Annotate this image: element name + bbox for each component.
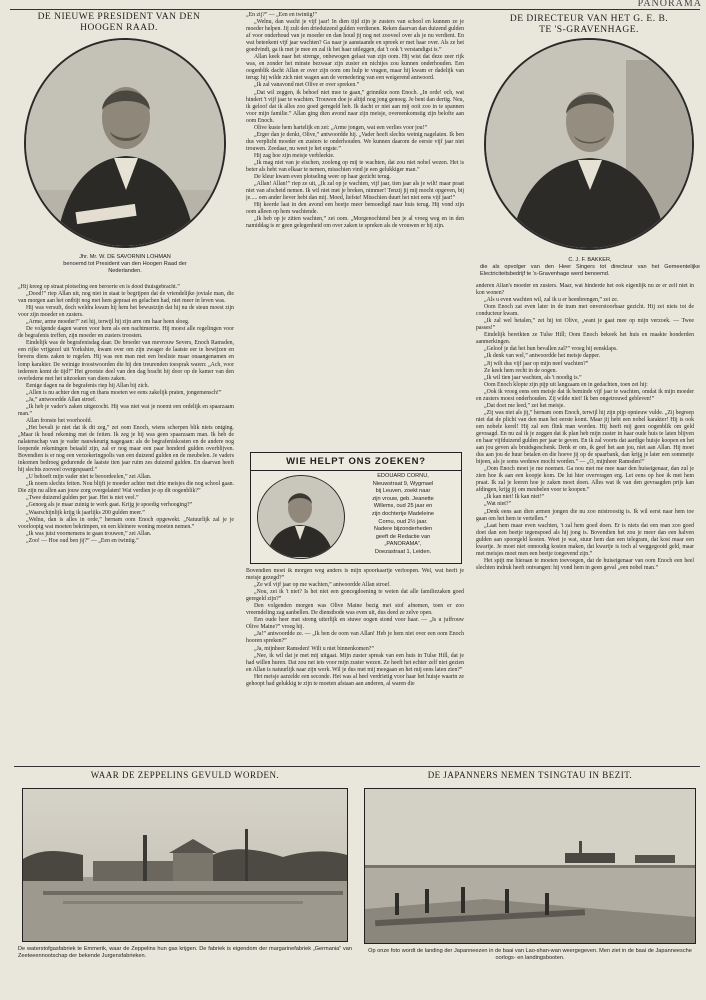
story-paragraph: Eindelijk bereikten ze Tulse Hill; Oom Enoch bekeek het huis en maakte honderden aanmerkingen. (476, 332, 694, 346)
search-line: EDOUARD CORNU, (377, 473, 429, 479)
bottom-section-rule (14, 766, 700, 767)
search-line: geeft de Redactie van (375, 533, 431, 540)
story-column-3 (476, 283, 694, 763)
story-paragraph: „Nou, zei ik 't niet? Is het niet een goncegdoening te weten dat alle familiezaken goed geregeld zijn?” (246, 589, 464, 603)
story-paragraph: „Welnu, dan is alles in orde,” hernam oom Enoch opgewekt. „Natuurlijk zal je je voorloopig wat moeten bekrimpen, en een kleinere woning moeten nemen.” (18, 516, 234, 530)
cornu-portrait-drawing (258, 476, 343, 557)
search-notice-box (250, 452, 462, 564)
story-paragraph: Het spijt me hieraan te moeten toevoegen, dat de huiseigenaar van oom Enoch een heel slechten indruk heeft ontvangen: hij vond hem in geen geval „een nobel man.” (476, 557, 694, 571)
story-column-1 (18, 284, 234, 762)
search-line: zijn vrouw, geb. Jeanette (372, 495, 434, 502)
tsingtau-landing-photo (364, 788, 696, 944)
story-paragraph: „Zoo! — Hoe oud ben jij?” — „Een en twintig.” (26, 537, 139, 544)
story-paragraph: „Dat doet me leed,” zei het meisje. (484, 402, 565, 409)
story-column-2 (246, 12, 464, 448)
search-line: „PANORAMA”, (384, 541, 422, 548)
search-line: Doezastraat 1, Leiden. (374, 548, 432, 555)
story-paragraph: De volgende dagen waren voor hem als een nachtmerrie. Hij moest alle regelingen voor de begrafenis treffen, zijn moeder en zusters troosten. (18, 326, 234, 340)
story-paragraph: „Wat niet?” (484, 501, 512, 508)
story-paragraph: „Dood!” riep Allan uit, nog niet in staat te begrijpen dat de vriendelijke joviale man, die van morgen aan het ontbijt nog met hem gepraat en gelachen had, niet meer in leven was. (18, 291, 234, 305)
story-paragraph: „Erger dan je denkt, Olive,” antwoordde hij. „Vader heeft slechts weinig nagelaten. Ik ben dus verplicht moeder en zusters te onderhouden. We kunnen daarom de eerste vijf jaar niet trouwen. Zeedaar, nu weet je het ergste.” (246, 131, 464, 152)
story-paragraph: „Ik heb op je zitten wachten,” zei oom. „Morgenochtend ben je al vroeg weg en in den namiddag is er geen gelegenheid om over zaken te spreken als de vrouwen er bij zijn. (246, 216, 464, 230)
story-paragraph: „Ik wil tien jaar wachten, als 't noodig is.” (484, 374, 582, 381)
story-paragraph: „Jij wilt dus vijf jaar op mijn neef wachten?” (484, 360, 589, 367)
story-paragraph: „Hij kreeg op straat plotseling een beroerte en is dood thuisgebracht.” (18, 284, 180, 290)
story-paragraph: Een oude heer met streng uiterlijk en stuwe oogen stond voor haar. — „Is u juffrouw Olive Maine?” vroeg hij. (246, 617, 464, 631)
story-paragraph: De kleur kwam even plotseling weer op haar gezicht terug. (254, 174, 391, 181)
story-column-2-continued (246, 568, 464, 764)
story-paragraph: „Waarschijnlijk krijg ik jaarlijks 200 gulden meer.” (26, 509, 145, 516)
lohman-caption-line3: Nederlanden. (108, 268, 142, 274)
lohman-caption (18, 254, 232, 275)
search-line: zijn dochtertje Madeleine (372, 510, 434, 517)
right-portrait-heading (478, 14, 700, 36)
right-heading-line2: TE 'S-GRAVENHAGE. (539, 25, 639, 35)
story-paragraph: „Zij was niet als jij,” hernam oom Enoch, terwijl hij zijn pijp opnieuw vulde. „Zij begreep niet dat de plicht van den man het eerste komt. Maar jij hebt een nobel karakter! Hij is ook een nobele kerel! Hij zal een flink man worden. Hij heeft mij geen oogenblik om geld gevraagd. En nu zal ik je zeggen dat ik plan heb mijn zuster in haar oude huis te laten blijven en haar vijfduizend gulden per jaar te geven. En ik zal voorts dat aardige huisje koopen en het aan jou geven als bruidsgeschenk. Denk er om, ik geef het aan jou, niet aan Allan. Hij moet dus aan jou de huur betalen en die hoeve jij op de spaarbank, dan krijg je later een sommetje bijeen, als je soms weduwe mocht worden.” — „O, mijnheer Ramsden!” (476, 409, 694, 466)
lohman-caption-line2: benoemd tot President van den Hoogen Raad der (63, 261, 187, 267)
story-paragraph: Eenige dagen na de begrafenis riep hij Allan bij zich. (26, 382, 149, 389)
cornu-portrait (257, 475, 345, 559)
left-heading-line2: HOOGEN RAAD. (80, 23, 158, 33)
story-paragraph: „Oom Enoch moet je me noemen. Ga nou met me mee naar den huiseigenaar, dan zul je zien hoe ik aan een koopje kom. De lui hier overvragen erg. Let eens op hoe ik met hem praat. Ik zal je leeren hoe je zaken moet doen. Alles wat ik van den gevraagden prijs kan afdingen, krijg jij om meubelen voor te koopen.” (476, 466, 694, 494)
story-paragraph: „Dat wil zeggen, ik behoef niet mee te gaan,” grinnikte oom Enoch. „In orde! och, wat hindert 't vijf jaar te wachten. Trouwen doe je altijd nog jong genoeg. Je bent dan dertig. Neu, ik geloof dat ik alles zoo goed geregeld heb. Ik dacht er niet aan mij ooit zoo in te spannen voor mijn familie.” Allan ging dien avond naar zijn meisje, overeenkomstig zijn belofte aan oom Enoch. (246, 89, 464, 124)
story-paragraph: „Twee duizend gulden per jaar. Het is niet veel.” (26, 495, 139, 502)
left-portrait-heading (14, 12, 224, 34)
zeppelin-factory-drawing (23, 789, 347, 941)
story-paragraph: „Laat hem maar even wachten, 't zal hem goed doen. Er is niets dat een man zoo goed doet dan een beetje tegenspoed als hij jong is. Bovendien het zou je meer dan een halven gulden aan spoorgeld kosten. Weet je wat, stuur hem dan een telegram, dat kost maar een kwartje. Je moet niet onnoodig kosten maken, dat kwartje is toch al weggegooid geld, maar met meisjes moet men een beetje toegevend zijn.” (476, 522, 694, 557)
search-line: Cornu, oud 2½ jaar. (378, 518, 428, 525)
tsingtau-photo-heading: DE JAPANNERS NEMEN TSINGTAU IN BEZIT. (427, 770, 633, 780)
story-paragraph: „Allen is nu achter den rug en thans moeten we eens zakelijk praten, jongemensch!” (26, 389, 222, 396)
story-paragraph: „Arme, arme moeder!” zei hij, terwijl hij zijn arm om haar heen sloeg. (26, 319, 190, 326)
search-notice-title: WIE HELPT ONS ZOEKEN? (251, 453, 461, 471)
story-paragraph: Eindelijk was de begrafenisdag daar. De broeder van mevrouw Severs, Enoch Ramsden, een rijke vrijgezel uit Yorkshire, kwam over om zijn zwager de laatste eer te bewijzen en bevens diens zaken te regelen. Hij was een man met een besliste maar onaangenamen en lomp karakter. De weinige troostwoorden die hij den treurenden toesprak waren: „Ach, voor iedereen komt de tijd!” Het grootste deel van den dag bracht hij door op de kamer van den overledene met het uitzoeken van diens zaken. (18, 340, 234, 382)
story-paragraph: „Ook ik vroeg eens een meisje dat ik beminde vijf jaar te wachten, omdat ik mijn moeder en zusters moest onderhouden. Zij wilde niet! Ik ben ongetrouwd gebleven!” (476, 388, 694, 402)
story-paragraph: Hij zag hoe zijn meisje verbleekte. (254, 152, 335, 159)
story-paragraph: „Ja, mijnheer Ramsden! Wilt u niet binnenkomen?” (254, 645, 374, 652)
bakker-portrait-drawing (486, 40, 692, 248)
story-paragraph: „Ik was juist voornemens te gaan trouwen,” zei Allan. (26, 530, 152, 537)
tsingtau-landing-drawing (365, 789, 695, 943)
search-notice-text (349, 473, 457, 557)
left-heading-line1: DE NIEUWE PRESIDENT VAN DEN (37, 12, 201, 22)
search-line: Nieuwstraat 9, Wygmael (372, 480, 434, 487)
story-paragraph: Olive kuste hem hartelijk en zei: „Arme jongen, wat een verlies voor jou!” (254, 124, 428, 131)
bakker-portrait (484, 38, 694, 250)
story-paragraph: Den volgenden morgen was Olive Maine bezig met stof afnemen, toen er zoo vreemdeling zag aanbellen. De dienstbode was even uit, dus deed ze zelve open. (246, 603, 464, 617)
masthead: PANORAMA (637, 0, 702, 9)
zeppelin-photo-caption: De waterstofgasfabriek te Emmerik, waar de Zeppelins hun gas krijgen. De fabriek is eigendom der margarinefabriek „Germania” van Zeeteeennootschap der bekende Jurgensfabrieken. (18, 946, 352, 959)
story-paragraph: „Ja,” antwoordde Allan stroef. (26, 396, 97, 403)
story-paragraph: Ze keek hem recht in de oogen. (484, 367, 557, 374)
search-line: Willems, oud 25 jaar en (373, 503, 433, 510)
story-paragraph: Oom Enoch zat even later in de tram met onverstoorbaar gezicht. Hij zei niets tot de conducteur kwam. (476, 304, 694, 318)
story-paragraph: „Geloof je dat het hun bevallen zal?” vroeg hij eensklaps. (484, 346, 618, 353)
story-paragraph: Het meisje aarzelde een seconde. Het was al heel verdrietig voor haar het huisje waarin ze gehoopt had gelukkig te zijn te moeten afstaan aan anderen, al waren die (246, 673, 464, 687)
story-paragraph: „Ik zal wel betalen,” zei hij tot Olive, „want je gaat mee op mijn verzoek. — Twee passes!” (476, 318, 694, 332)
story-paragraph: „Ja!” antwoordde ze. — „Ik ben de oom van Allan! Heb je hem niet over een oom Enoch hooren spreken?” (246, 631, 464, 645)
story-paragraph: „U behoeft mijn vader niet te beoordeelen,” zei Allan. (26, 474, 152, 481)
bakker-caption (480, 257, 700, 278)
bakker-caption-line2: die als opvolger van den Heer Singers tot directeur van het Gemeentelijke Electriciteitsbedrijf te 's-Gravenhage werd benoemd. (480, 264, 700, 277)
story-paragraph: „Ik heb je vader's zaken uitgezocht. Hij was niet wat je noemt een ordelijk en spaarzaam man.” (18, 403, 234, 417)
story-paragraph: „Ik zal vanavond met Olive er over spreken.” (254, 82, 360, 89)
story-paragraph: Bovendien moet ik morgen weg anders is mijn spoorkaartje verloopen. Wel, wat heeft je meisje gezegd?” (246, 568, 464, 582)
right-heading-line1: DE DIRECTEUR VAN HET G. E. B. (509, 14, 669, 24)
lohman-portrait-drawing (26, 40, 224, 246)
story-paragraph: Allan fronste het voorhoofd. (26, 417, 93, 424)
zeppelin-factory-photo (22, 788, 348, 942)
story-paragraph: „Ik mag niet van je eischen, zooleng op mij te wachten, dat zou niet nobel wezen. Het is beter als hebt van elkaar te nemen, misschien vind je een gelukkiger man.” (246, 159, 464, 174)
tsingtau-photo-caption: Op onze foto wordt de landing der Japanneezen in de baai van Lao-shan-wan weergegeven. Men ziet in de baai de Japanneesche oorlogs- en landingsbooten. (368, 948, 692, 961)
bakker-caption-name: C. J. F. BAKKER, (568, 257, 612, 263)
lohman-portrait (24, 38, 226, 248)
story-paragraph: Hij was versuft, doch weldra kwam hij hem het bewustzijn dat hij nu de steun moest zijn voor zijn moeder en zusters. (18, 305, 234, 319)
story-paragraph: „Ik denk van wel,” antwoordde het meisje dapper. (484, 353, 601, 360)
top-rule (10, 9, 700, 10)
story-paragraph: „En zij?” — „Een en twintig!” (246, 12, 317, 18)
story-paragraph: „Allan! Allan!” riep ze uit, „Ik zal op je wachten, vijf jaar, tien jaar als je wilt! maar praat niet van afscheid nemen. Ik wil niet met je breken, nimmer! Tenzij jij mij mocht opgeven, bij je..... een ander liever hebt dan mij. Moed, liefste! Misschien duurt het niet eens vijf jaar!” (246, 181, 464, 202)
search-line: bij Leuven, zoekt naar (375, 488, 431, 495)
story-paragraph: Oom Enoch klopte zijn pijp uit langzaam en in gedachten, toen zei hij: (484, 381, 648, 388)
lohman-caption-name: Jhr. Mr. W. DE SAVORNIN LOHMAN (79, 254, 171, 260)
story-paragraph: Allan keek naar het strenge, onbewogen gelaat van zijn oom. Hij wist dat deze zeer rijk was, en zonder het minste bezwaar zijn zuster en nichtjes zou kunnen onderhouden. Een oogenblik dacht Allan er over zijn oom om hulp te vragen, maar hij kwam er dadelijk van terug: hij wilde zich niet wagen aan de vernedering van een weigerend antwoord. (246, 54, 464, 82)
story-paragraph: „Ik noem slechts feiten. Nou blijft je moeder achter met drie meisjes die nog school gaan. Die zijn nu allen aan jouw zorg overgelaten! Wat verdien je op dit oogenblik?” (18, 481, 234, 495)
story-paragraph: „Nee, ik wil dat je met mij uitgaat. Mijn zuster spreak van een huis in Tulse Hill, dat je had willen huren. Dat zou net iets voor mijn zuster wezen. Ze heeft het echter zelf niet gezien en Allan is natuurlijk naar zijn werk. Wil je dus met mij meegaan en het mij eens laten zien?” (246, 652, 464, 673)
story-paragraph: „Als u even wachten wil, zal ik u er heenbrengen,” zei ze. (484, 297, 619, 304)
story-paragraph: „Denk eens aan dien armen jongen die nu zoo mistroostig is. Ik wil eerst naar hem toe gaan om het hem te vertellen.” (476, 508, 694, 522)
search-line: Nadere bijzonderheden (373, 526, 433, 533)
story-paragraph: anderen Allan's moeder en zusters. Maar, wat hinderde het ook eigenlijk nu ze er zelf niet in kon wonen? (476, 283, 694, 297)
zeppelin-photo-heading: WAAR DE ZEPPELINS GEVULD WORDEN. (90, 770, 280, 780)
story-paragraph: Hij keerde laat in den avond een beetje meer bemoedigd naar huis terug. Hij vond zijn oom alleen op hem wachtende. (246, 202, 464, 216)
story-paragraph: „Het bevalt je niet dat ik dit zeg,” zei oom Enoch, wiens scherpen blik niets ontging. „Maar ik houd rekening met de feiten. Ik zeg je hij was geen spaarzaam man. Ik heb de nalatenschap van je vader nauwkeurig nagegaan: als de begrafeniskosten en de andere nog loopende rekeningen betaald zijn, zal er nog maar een paar honderd gulden overblijven. Bovendien is er nog een verzekeringpolis van een duizend gulden en de meubelen. Je vaders inkomen bedroeg gedurende de laatste tien jaar ruim zes duizend gulden. En daarvan heeft hij slechts zooveel overgespaard.” (18, 424, 234, 474)
story-paragraph: „Welnu, dan wacht je vijf jaar! In dien tijd zijn je zusters van school en kunnen ze je moeder helpen. Jij zult den drieduizend gulden verdienen. Reken daarvan dan duizend gulden af voor onderhoud van je moeder en dan houd jij nog net zooveel over als je nu verdient. En wat beteekent vijf jaar wachten? Ga naar je aanstaande en spreek er met haar over. Als ze het goedvindt, ga ik met je mee en zal ik het haar uitleggen, dat 't ook 't verstandigst is.” (246, 19, 464, 54)
story-paragraph: „Genoeg als je maar zuinig te werk gaat. Krijg je spoedig verhooging?” (26, 502, 193, 509)
story-paragraph: „Ik kan niet! Ik kan niet!” (484, 494, 545, 501)
story-paragraph: „Ze wil vijf jaar op me wachten,” antwoordde Allan stroef. (254, 582, 391, 589)
